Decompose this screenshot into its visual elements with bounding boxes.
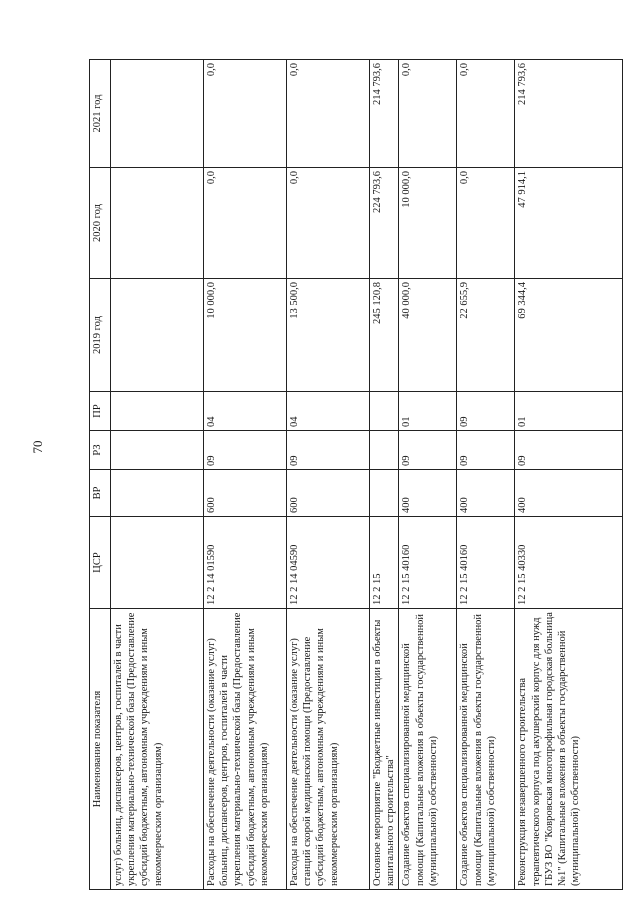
cell-2021: 0,0 <box>204 60 287 168</box>
cell-2021 <box>111 60 204 168</box>
cell-name: Реконструкция незавершенного строительства терапевтического корпуса под акушерский корпус для нужд ГБУЗ ВО "Ковровская многопрофильная городская больница №1" (Капитальные вложения в объекты государственной (муниципальной) собственности) <box>515 609 623 890</box>
table-row <box>111 60 204 890</box>
table-row <box>204 60 287 890</box>
cell-2021: 0,0 <box>457 60 515 168</box>
cell-pr: 04 <box>204 392 287 431</box>
cell-vr: 400 <box>515 470 623 517</box>
cell-csr: 12 2 15 40160 <box>457 517 515 609</box>
cell-2020: 0,0 <box>457 168 515 279</box>
cell-2019 <box>111 279 204 392</box>
cell-rz: 09 <box>399 431 457 470</box>
cell-csr <box>111 517 204 609</box>
cell-vr <box>370 470 399 517</box>
cell-2019: 69 344,4 <box>515 279 623 392</box>
header-pr: ПР <box>90 392 111 431</box>
cell-csr: 12 2 15 40330 <box>515 517 623 609</box>
cell-name: Основное мероприятие "Бюджетные инвестиции в объекты капитального строительства" <box>370 609 399 890</box>
rotated-page-content <box>89 60 629 890</box>
cell-pr <box>111 392 204 431</box>
cell-rz: 09 <box>287 431 370 470</box>
header-name: Наименование показателя <box>90 609 111 890</box>
cell-2021: 214 793,6 <box>370 60 399 168</box>
cell-name: Расходы на обеспечение деятельности (оказание услуг) станций скорой медицинской помощи (Предоставление субсидий бюджетным, автономным учреждениям и иным некоммерческим организациям) <box>287 609 370 890</box>
cell-2019: 22 655,9 <box>457 279 515 392</box>
cell-2020: 224 793,6 <box>370 168 399 279</box>
cell-csr: 12 2 14 01590 <box>204 517 287 609</box>
cell-pr: 01 <box>515 392 623 431</box>
table-row <box>457 60 515 890</box>
cell-2019: 13 500,0 <box>287 279 370 392</box>
cell-vr: 600 <box>287 470 370 517</box>
table-row <box>287 60 370 890</box>
cell-name: Создание объектов специализированной медицинской помощи (Капитальные вложения в объекты государственной (муниципальной) собственности) <box>399 609 457 890</box>
cell-rz: 09 <box>457 431 515 470</box>
cell-2020 <box>111 168 204 279</box>
cell-2021: 0,0 <box>399 60 457 168</box>
header-2019: 2019 год <box>90 279 111 392</box>
cell-2020: 47 914,1 <box>515 168 623 279</box>
cell-2020: 10 000,0 <box>399 168 457 279</box>
table-row <box>515 60 623 890</box>
cell-csr: 12 2 15 40160 <box>399 517 457 609</box>
cell-2019: 245 120,8 <box>370 279 399 392</box>
cell-2021: 0,0 <box>287 60 370 168</box>
cell-pr: 01 <box>399 392 457 431</box>
cell-2020: 0,0 <box>287 168 370 279</box>
cell-csr: 12 2 15 <box>370 517 399 609</box>
table-row <box>370 60 399 890</box>
header-rz: РЗ <box>90 431 111 470</box>
cell-vr: 400 <box>399 470 457 517</box>
table-row <box>399 60 457 890</box>
cell-vr <box>111 470 204 517</box>
cell-pr: 09 <box>457 392 515 431</box>
page-number: 70 <box>30 440 45 454</box>
header-row <box>90 60 111 890</box>
cell-csr: 12 2 14 04590 <box>287 517 370 609</box>
header-2020: 2020 год <box>90 168 111 279</box>
cell-name: Создание объектов специализированной медицинской помощи (Капитальные вложения в объекты государственной (муниципальной) собственности) <box>457 609 515 890</box>
budget-table <box>89 59 623 890</box>
cell-name: услуг) больниц, диспансеров, центров, госпиталей в части укрепления материально-технической базы (Предоставление субсидий бюджетным, автономным учреждениям и иным некоммерческим организациям) <box>111 609 204 890</box>
header-2021: 2021 год <box>90 60 111 168</box>
header-vr: ВР <box>90 470 111 517</box>
cell-rz <box>370 431 399 470</box>
cell-2019: 10 000,0 <box>204 279 287 392</box>
cell-rz: 09 <box>204 431 287 470</box>
cell-pr: 04 <box>287 392 370 431</box>
cell-vr: 600 <box>204 470 287 517</box>
cell-pr <box>370 392 399 431</box>
cell-2019: 40 000,0 <box>399 279 457 392</box>
cell-2020: 0,0 <box>204 168 287 279</box>
cell-vr: 400 <box>457 470 515 517</box>
header-csr: ЦСР <box>90 517 111 609</box>
cell-rz <box>111 431 204 470</box>
cell-2021: 214 793,6 <box>515 60 623 168</box>
cell-rz: 09 <box>515 431 623 470</box>
cell-name: Расходы на обеспечение деятельности (оказание услуг) больниц, диспансеров, центров, госпиталей в части укрепления материально-технической базы (Предоставление субсидий бюджетным, автономным учреждениям и иным некоммерческим организациям) <box>204 609 287 890</box>
